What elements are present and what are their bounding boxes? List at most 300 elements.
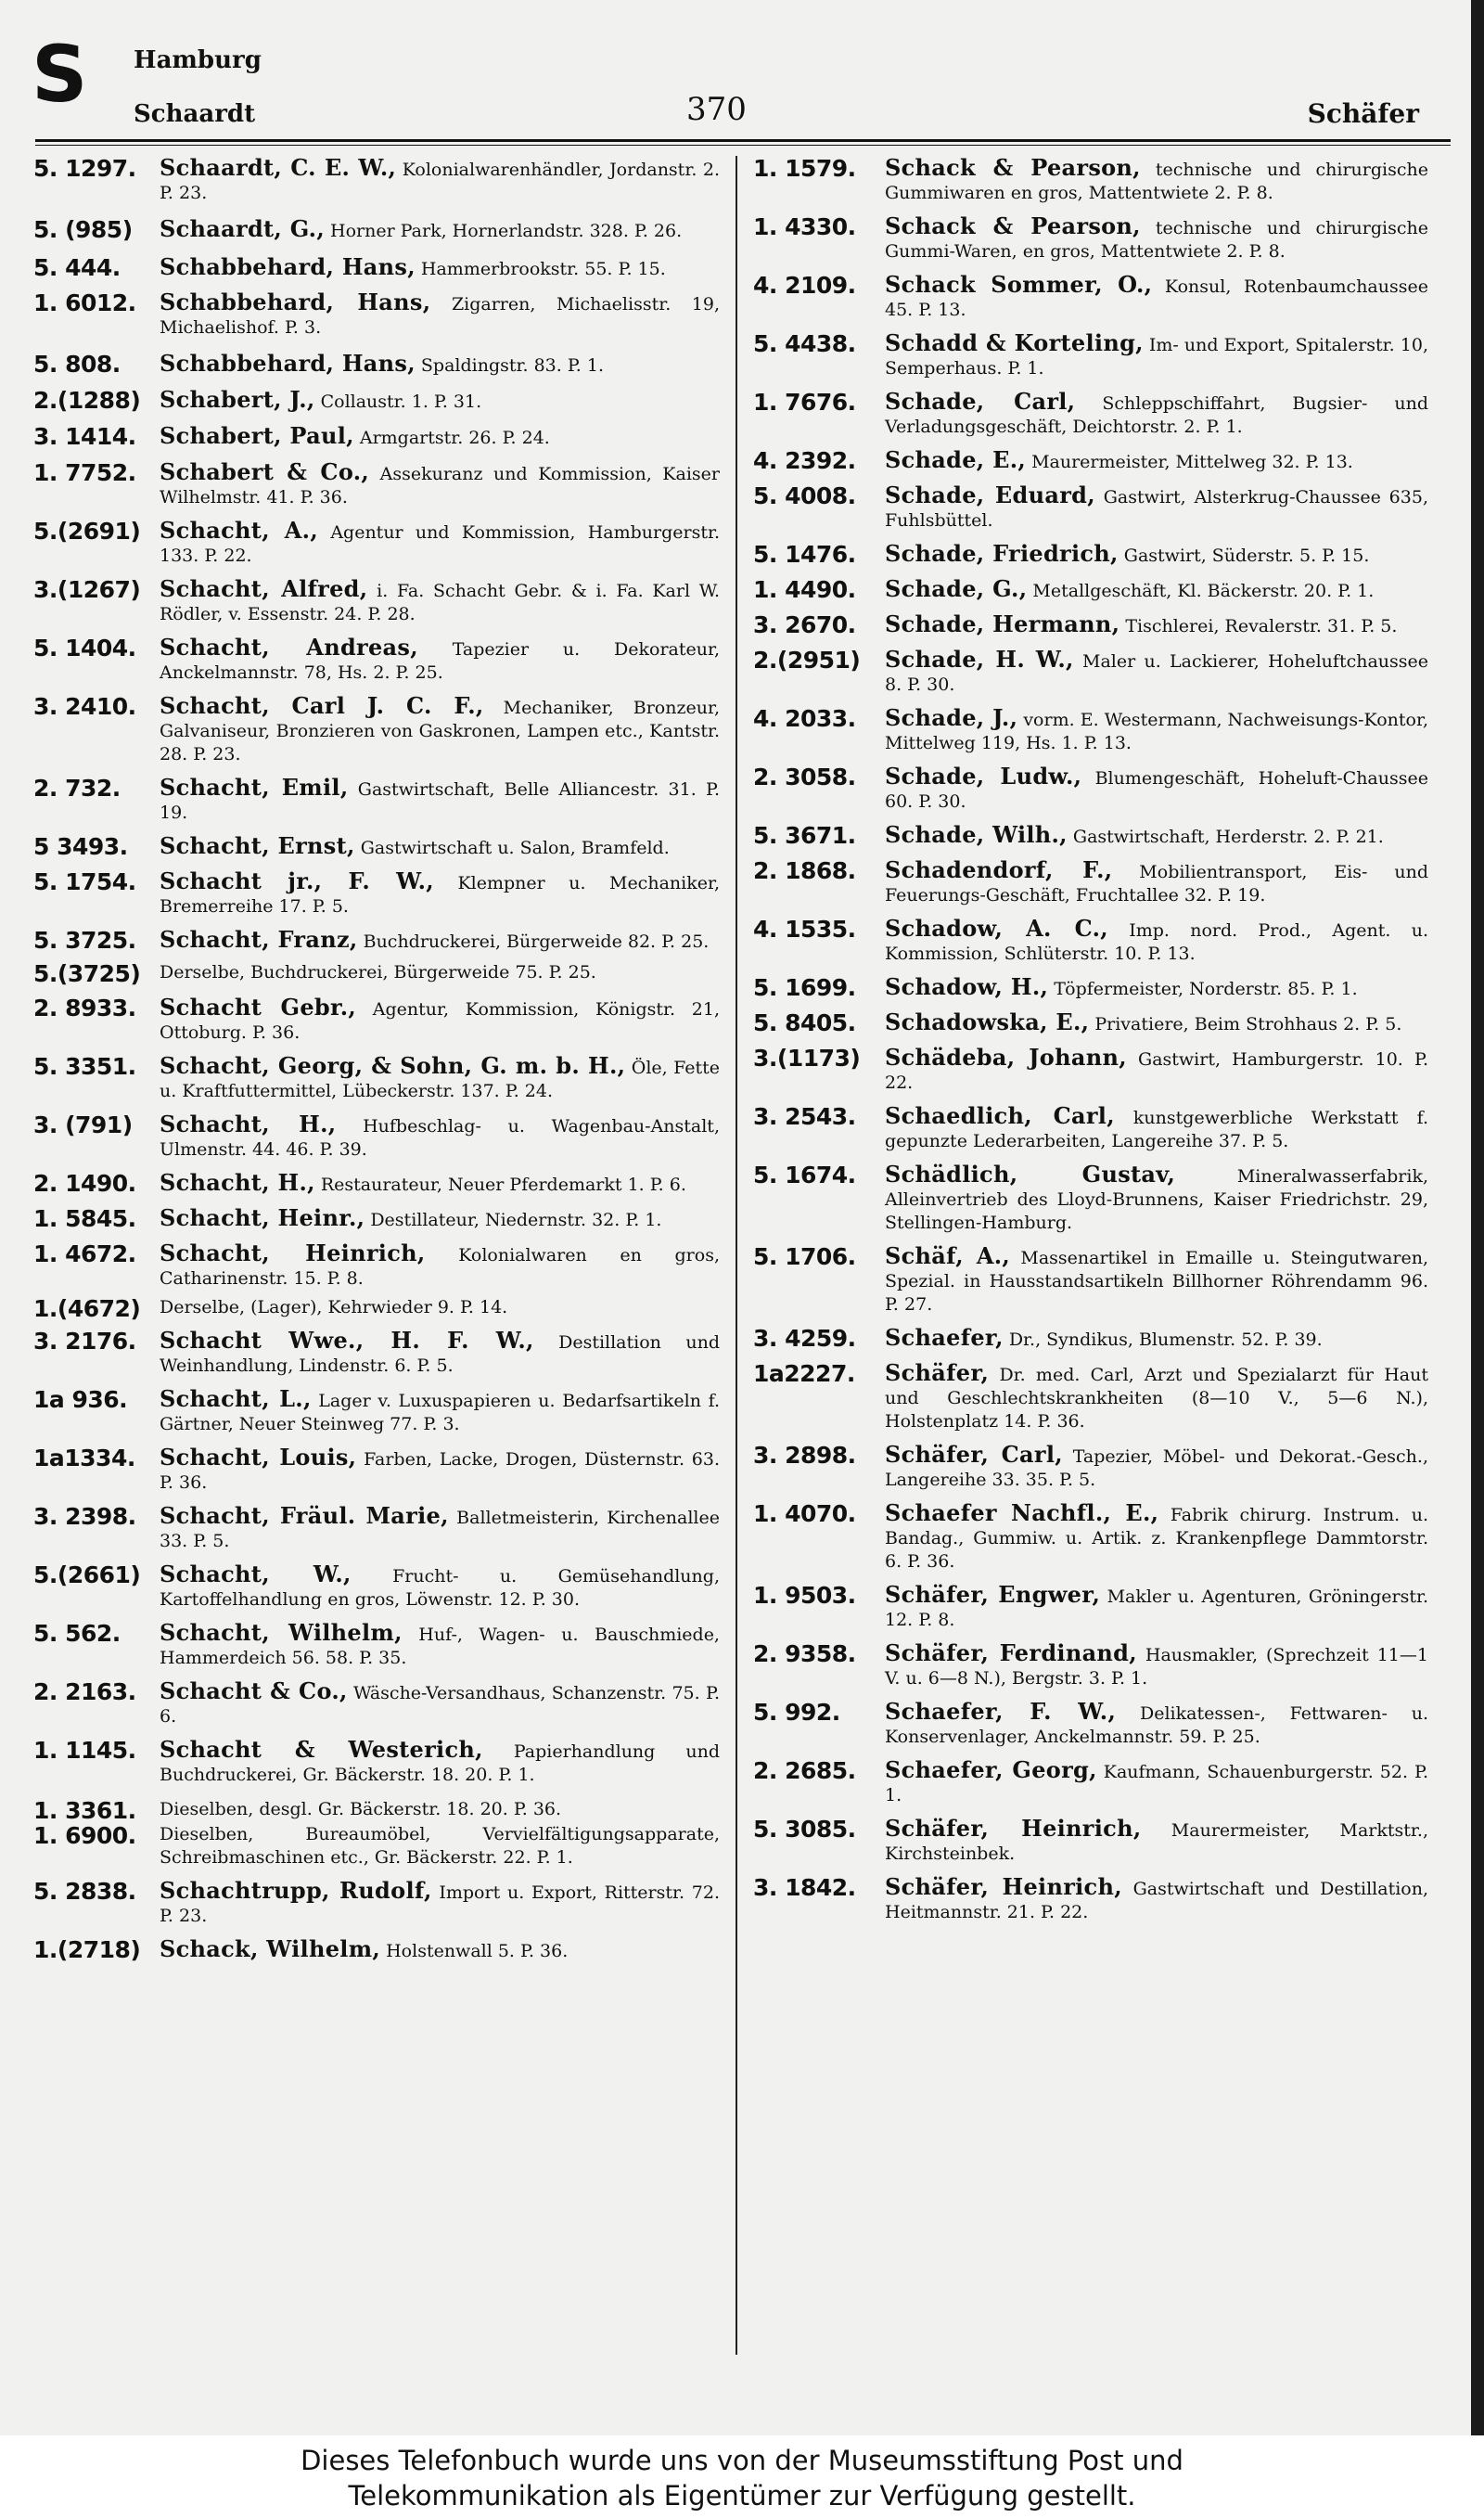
entry-body: [160, 869, 720, 919]
subscriber-name: Schade, G.,: [885, 575, 1028, 602]
directory-entry: [753, 764, 1428, 814]
directory-entry: [33, 577, 720, 626]
subscriber-name: Schack & Pearson,: [885, 154, 1141, 181]
phone-number: 1. 5845.: [33, 1205, 136, 1232]
entry-details: Assekuranz und Kommission, Kaiser Wilhelmstr. 41. P. 36.: [160, 464, 720, 507]
phone-number: 1. 7752.: [33, 459, 136, 486]
entry-body: [160, 1329, 720, 1378]
footer-notice: [0, 2435, 1484, 2518]
entry-body: [885, 1326, 1428, 1352]
entry-details: vorm. E. Westermann, Nachweisungs-Kontor, Mittelweg 119, Hs. 1. P. 13.: [885, 710, 1428, 753]
entry-body: [885, 156, 1428, 205]
phone-number: 3. 4259.: [753, 1325, 856, 1352]
entry-body: [885, 483, 1428, 533]
entry-details: Wäsche-Versandhaus, Schanzenstr. 75. P. 6.: [160, 1683, 720, 1727]
entry-body: [885, 1046, 1428, 1095]
entry-details: Horner Park, Hornerlandstr. 328. P. 26.: [330, 221, 683, 241]
phone-number: 2. 8933.: [33, 995, 136, 1021]
subscriber-name: Schack, Wilhelm,: [160, 1935, 381, 1962]
subscriber-name: Schade, Hermann,: [885, 610, 1120, 637]
directory-entry: [753, 1163, 1428, 1235]
phone-number: 2.(1288): [33, 387, 141, 414]
directory-entry: [33, 1504, 720, 1553]
phone-number: 5. 1674.: [753, 1162, 856, 1188]
subscriber-name: Schacht jr., F. W.,: [160, 867, 434, 894]
phone-number: 1. 1145.: [33, 1737, 136, 1764]
subscriber-name: Schaefer Nachfl., E.,: [885, 1499, 1159, 1526]
phone-number: 5. 8405.: [753, 1009, 856, 1036]
entry-details: Tischlerei, Revalerstr. 31. P. 5.: [1125, 616, 1398, 636]
subscriber-name: Schacht, Carl J. C. F.,: [160, 692, 484, 719]
entry-details: Töpfermeister, Norderstr. 85. P. 1.: [1054, 979, 1358, 999]
page-number: 370: [686, 91, 747, 128]
entry-body: [885, 648, 1428, 697]
entry-details: Makler u. Agenturen, Gröningerstr. 12. P. 8.: [885, 1587, 1429, 1630]
directory-entry: [753, 1641, 1428, 1690]
phone-number: 1. 6900.: [33, 1822, 136, 1849]
entry-details: Agentur und Kommission, Hamburgerstr. 133. P. 22.: [160, 522, 720, 566]
phone-number: 5. (985): [33, 216, 133, 243]
header-rule: [35, 139, 1451, 142]
subscriber-name: Schacht Wwe., H. F. W.,: [160, 1327, 534, 1354]
entry-details: Dieselben, Bureaumöbel, Vervielfältigungsapparate, Schreibmaschinen etc., Gr. Bäckerstr. 22. P. 1.: [160, 1824, 720, 1868]
entry-details: Lager v. Luxuspapieren u. Bedarfsartikeln f. Gärtner, Neuer Steinweg 77. P. 3.: [160, 1391, 720, 1434]
directory-entry: [33, 290, 720, 340]
directory-entry: [33, 961, 720, 986]
subscriber-name: Schaefer, Georg,: [885, 1756, 1097, 1783]
phone-number: 1a 936.: [33, 1386, 128, 1413]
phone-number: 2. 2163.: [33, 1678, 136, 1705]
phone-number: 1. 3361.: [33, 1797, 136, 1824]
phone-number: 5. 992.: [753, 1699, 840, 1726]
phone-number: 1.(2718): [33, 1936, 141, 1963]
subscriber-name: Schäfer, Carl,: [885, 1441, 1063, 1468]
phone-number: 2. 732.: [33, 775, 121, 802]
entry-details: Metallgeschäft, Kl. Bäckerstr. 20. P. 1.: [1032, 581, 1375, 601]
subscriber-name: Schacht, Andreas,: [160, 634, 418, 661]
directory-entry: [33, 352, 720, 378]
entry-body: [160, 1171, 720, 1197]
directory-entry: [33, 217, 720, 243]
subscriber-name: Schaardt, G.,: [160, 215, 325, 242]
phone-number: 5. 1706.: [753, 1243, 856, 1270]
subscriber-name: Schachtrupp, Rudolf,: [160, 1877, 432, 1904]
entry-details: Zigarren, Michaelisstr. 19, Michaelishof. P. 3.: [160, 294, 721, 338]
directory-entry: [753, 1443, 1428, 1492]
subscriber-name: Schädeba, Johann,: [885, 1044, 1127, 1071]
entry-body: [160, 352, 720, 378]
entry-details: i. Fa. Schacht Gebr. & i. Fa. Karl W. Rödler, v. Essenstr. 24. P. 28.: [160, 581, 721, 624]
phone-number: 5. 1699.: [753, 974, 856, 1001]
entry-details: Hammerbrookstr. 55. P. 15.: [420, 259, 666, 279]
entry-body: [160, 217, 720, 243]
entry-body: [160, 1562, 720, 1612]
entry-body: [160, 1879, 720, 1928]
phone-number: 1. 9503.: [753, 1582, 856, 1609]
entry-details: Derselbe, (Lager), Kehrwieder 9. P. 14.: [160, 1297, 508, 1317]
entry-details: Kolonialwaren en gros, Catharinenstr. 15. P. 8.: [160, 1245, 720, 1289]
directory-entry: [753, 1326, 1428, 1352]
entry-body: [885, 1583, 1428, 1632]
phone-number: 1. 4490.: [753, 576, 856, 603]
entry-body: [885, 1244, 1428, 1317]
entry-details: Delikatessen-, Fettwaren- u. Konservenlager, Anckelmannstr. 59. P. 25.: [885, 1703, 1428, 1747]
directory-entry: [753, 390, 1428, 439]
directory-entry: [753, 542, 1428, 568]
entry-details: Frucht- u. Gemüsehandlung, Kartoffelhandlung en gros, Löwenstr. 12. P. 30.: [160, 1566, 720, 1610]
entry-body: [160, 1823, 720, 1869]
entry-details: Agentur, Kommission, Königstr. 21, Ottoburg. P. 36.: [160, 999, 720, 1043]
directory-entry: [753, 273, 1428, 322]
entry-details: Gastwirtschaft u. Salon, Bramfeld.: [360, 838, 670, 858]
entry-details: Mineralwasserfabrik, Alleinvertrieb des Lloyd-Brunnens, Kaiser Friedrichstr. 29, Stellingen-Hamburg.: [885, 1166, 1428, 1233]
entry-body: [885, 1641, 1428, 1690]
phone-number: 1. 4330.: [753, 213, 856, 240]
directory-entry: [753, 975, 1428, 1001]
phone-number: 1a2227.: [753, 1360, 855, 1387]
entry-details: Maurermeister, Mittelweg 32. P. 13.: [1031, 452, 1353, 472]
directory-entry: [33, 255, 720, 281]
subscriber-name: Schacht, Emil,: [160, 774, 349, 801]
phone-number: 3. 2176.: [33, 1328, 136, 1355]
entry-details: Blumengeschäft, Hoheluft-Chaussee 60. P. 30.: [885, 768, 1428, 812]
directory-entry: [33, 776, 720, 825]
subscriber-name: Schäfer, Ferdinand,: [885, 1639, 1137, 1666]
directory-entry: [753, 577, 1428, 603]
entry-body: [885, 1163, 1428, 1235]
subscriber-name: Schack Sommer, O.,: [885, 271, 1153, 298]
entry-body: [885, 823, 1428, 849]
directory-entry: [753, 156, 1428, 205]
phone-number: 5. 562.: [33, 1620, 121, 1647]
directory-entry: [33, 1296, 720, 1321]
entry-body: [885, 612, 1428, 638]
directory-entry: [33, 1054, 720, 1103]
entry-details: Gastwirt, Hamburgerstr. 10. P. 22.: [885, 1049, 1428, 1093]
entry-body: [885, 706, 1428, 755]
phone-number: 3. 2543.: [753, 1103, 856, 1130]
entry-body: [160, 1621, 720, 1670]
left-column: [33, 156, 720, 1963]
subscriber-name: Schade, Friedrich,: [885, 540, 1119, 567]
entry-body: [885, 1104, 1428, 1153]
phone-number: 5 3493.: [33, 833, 128, 860]
directory-entry: [753, 1104, 1428, 1153]
phone-number: 1. 4672.: [33, 1240, 136, 1267]
directory-entry: [33, 1329, 720, 1378]
entry-details: Tapezier, Möbel- und Dekorat.-Gesch., Langereihe 33. 35. P. 5.: [885, 1446, 1428, 1490]
entry-body: [160, 961, 720, 984]
section-letter: S: [32, 29, 88, 120]
phone-number: 5. 3085.: [753, 1816, 856, 1843]
phone-number: 2. 9358.: [753, 1640, 856, 1667]
directory-entry: [33, 1445, 720, 1495]
entry-body: [160, 1387, 720, 1436]
directory-entry: [33, 424, 720, 450]
subscriber-name: Schacht, W.,: [160, 1561, 352, 1587]
entry-body: [160, 636, 720, 685]
subscriber-name: Schacht, Georg, & Sohn, G. m. b. H.,: [160, 1052, 626, 1079]
subscriber-name: Schabert, J.,: [160, 386, 315, 413]
entry-details: Kolonialwarenhändler, Jordanstr. 2. P. 23.: [160, 160, 720, 203]
first-entry-name: Schaardt: [134, 100, 256, 128]
phone-number: 5. 2838.: [33, 1878, 136, 1905]
subscriber-name: Schadd & Korteling,: [885, 329, 1144, 356]
entry-details: Collaustr. 1. P. 31.: [320, 392, 482, 412]
directory-entry: [33, 1679, 720, 1728]
entry-body: [885, 1501, 1428, 1574]
page-header: [0, 0, 1471, 148]
directory-entry: [753, 1244, 1428, 1317]
directory-entry: [33, 1823, 720, 1869]
entry-body: [885, 273, 1428, 322]
entry-body: [160, 1679, 720, 1728]
subscriber-name: Schacht, Alfred,: [160, 575, 368, 602]
subscriber-name: Schaefer,: [885, 1324, 1004, 1351]
phone-number: 3. 2898.: [753, 1442, 856, 1469]
entry-body: [885, 577, 1428, 603]
entry-details: Maurermeister, Marktstr., Kirchsteinbek.: [885, 1820, 1428, 1864]
phone-number: 2. 1868.: [753, 857, 856, 884]
directory-entry: [33, 996, 720, 1045]
subscriber-name: Schacht, Louis,: [160, 1444, 357, 1471]
phone-number: 3. 1842.: [753, 1874, 856, 1901]
entry-body: [885, 764, 1428, 814]
entry-details: Fabrik chirurg. Instrum. u. Bandag., Gummiw. u. Artik. z. Krankenpflege Dammtorstr. 6. P. 36.: [885, 1505, 1429, 1572]
directory-entry: [33, 1937, 720, 1963]
phone-number: 4. 2392.: [753, 447, 856, 474]
entry-details: Gastwirtschaft, Belle Alliancestr. 31. P. 19.: [160, 779, 720, 823]
phone-number: 5. 3671.: [753, 822, 856, 849]
directory-entry: [33, 1112, 720, 1162]
header-rule-thin: [35, 145, 1451, 146]
entry-body: [885, 1875, 1428, 1924]
entry-details: Armgartstr. 26. P. 24.: [359, 428, 550, 448]
directory-entry: [753, 483, 1428, 533]
directory-entry: [33, 1171, 720, 1197]
directory-entry: [33, 636, 720, 685]
directory-entry: [753, 917, 1428, 966]
phone-number: 3.(1267): [33, 576, 141, 603]
directory-entry: [753, 331, 1428, 380]
phone-number: 1. 6012.: [33, 289, 136, 316]
subscriber-name: Schade, H. W.,: [885, 646, 1074, 673]
phone-number: 5. 4438.: [753, 330, 856, 357]
entry-body: [885, 917, 1428, 966]
entry-body: [885, 214, 1428, 263]
entry-details: Balletmeisterin, Kirchenallee 33. P. 5.: [160, 1508, 720, 1551]
entry-details: Derselbe, Buchdruckerei, Bürgerweide 75. P. 25.: [160, 962, 596, 983]
entry-body: [160, 1937, 720, 1963]
entry-details: Mobilientransport, Eis- und Feuerungs-Geschäft, Fruchtallee 32. P. 19.: [885, 862, 1428, 906]
phone-number: 5. 1754.: [33, 868, 136, 895]
entry-body: [885, 390, 1428, 439]
phone-number: 3. 2410.: [33, 693, 136, 720]
phone-number: 3. (791): [33, 1111, 133, 1138]
subscriber-name: Schabert & Co.,: [160, 458, 370, 485]
entry-details: kunstgewerbliche Werkstatt f. gepunzte Lederarbeiten, Langereihe 37. P. 5.: [885, 1108, 1428, 1151]
directory-entry: [753, 1758, 1428, 1807]
entry-body: [160, 1241, 720, 1291]
entry-details: Huf-, Wagen- u. Bauschmiede, Hammerdeich 56. 58. P. 35.: [160, 1625, 720, 1668]
entry-body: [160, 460, 720, 509]
phone-number: 5. 1297.: [33, 155, 136, 182]
phone-number: 2. 2685.: [753, 1757, 856, 1784]
directory-entry: [33, 694, 720, 766]
directory-entry: [753, 1583, 1428, 1632]
entry-body: [160, 1296, 720, 1319]
entry-body: [160, 834, 720, 860]
entry-body: [885, 448, 1428, 474]
entry-details: Konsul, Rotenbaumchaussee 45. P. 13.: [885, 276, 1428, 320]
phone-number: 3. 1414.: [33, 423, 136, 450]
phone-number: 5. 3725.: [33, 927, 136, 954]
last-entry-name: Schäfer: [1307, 98, 1419, 129]
entry-details: Destillateur, Niedernstr. 32. P. 1.: [370, 1210, 662, 1230]
subscriber-name: Schacht, Ernst,: [160, 832, 355, 859]
entry-body: [160, 519, 720, 568]
subscriber-name: Schacht, Wilhelm,: [160, 1619, 403, 1646]
entry-body: [160, 694, 720, 766]
subscriber-name: Schadowska, E.,: [885, 1008, 1090, 1035]
subscriber-name: Schacht Gebr.,: [160, 994, 357, 1021]
entry-body: [885, 542, 1428, 568]
directory-entry: [753, 1817, 1428, 1866]
phone-number: 5. 808.: [33, 351, 121, 378]
subscriber-name: Schacht, Heinrich,: [160, 1240, 426, 1266]
phone-number: 5. 4008.: [753, 482, 856, 509]
directory-entry: [33, 460, 720, 509]
entry-details: Im- und Export, Spitalerstr. 10, Semperhaus. P. 1.: [885, 335, 1428, 379]
entry-body: [160, 1798, 720, 1821]
entry-details: Holstenwall 5. P. 36.: [386, 1941, 569, 1961]
subscriber-name: Schaedlich, Carl,: [885, 1102, 1115, 1129]
directory-entry: [33, 834, 720, 860]
directory-entry: [753, 214, 1428, 263]
entry-body: [885, 1361, 1428, 1433]
footer-line-2: Telekommunikation als Eigentümer zur Verfügung gestellt.: [348, 2480, 1136, 2512]
subscriber-name: Schack & Pearson,: [885, 212, 1141, 239]
subscriber-name: Schaefer, F. W.,: [885, 1698, 1117, 1725]
entry-details: Gastwirt, Alsterkrug-Chaussee 635, Fuhlsbüttel.: [885, 487, 1428, 531]
subscriber-name: Schacht, Fräul. Marie,: [160, 1502, 449, 1529]
directory-entry: [753, 1700, 1428, 1749]
subscriber-name: Schade, E.,: [885, 446, 1027, 473]
directory-entry: [753, 858, 1428, 907]
column-divider: [736, 156, 737, 2355]
subscriber-name: Schabbehard, Hans,: [160, 350, 416, 377]
phone-number: 5. 1476.: [753, 541, 856, 568]
entry-body: [160, 290, 720, 340]
entry-details: Destillation und Weinhandlung, Lindenstr. 6. P. 5.: [160, 1332, 720, 1376]
entry-body: [885, 331, 1428, 380]
phone-number: 2.(2951): [753, 647, 861, 674]
subscriber-name: Schadendorf, F.,: [885, 856, 1113, 883]
entry-body: [160, 928, 720, 954]
entry-details: technische und chirurgische Gummiwaren en gros, Mattentwiete 2. P. 8.: [885, 160, 1428, 203]
subscriber-name: Schade, Ludw.,: [885, 763, 1082, 790]
entry-details: Öle, Fette u. Kraftfuttermittel, Lübeckerstr. 137. P. 24.: [160, 1058, 720, 1101]
phone-number: 1.(4672): [33, 1295, 141, 1322]
directory-entry: [753, 612, 1428, 638]
entry-body: [885, 1758, 1428, 1807]
subscriber-name: Schäf, A.,: [885, 1242, 1011, 1269]
subscriber-name: Schade, Eduard,: [885, 482, 1095, 508]
entry-body: [885, 1817, 1428, 1866]
subscriber-name: Schabbehard, Hans,: [160, 253, 416, 280]
phone-number: 3. 2670.: [753, 611, 856, 638]
subscriber-name: Schacht & Co.,: [160, 1677, 348, 1704]
phone-number: 5.(2691): [33, 518, 141, 545]
entry-details: Kaufmann, Schauenburgerstr. 52. P. 1.: [885, 1762, 1428, 1805]
phone-number: 5. 1404.: [33, 635, 136, 662]
footer-line-1: Dieses Telefonbuch wurde uns von der Museumsstiftung Post und: [301, 2445, 1183, 2476]
entry-details: Dr., Syndikus, Blumenstr. 52. P. 39.: [1008, 1330, 1323, 1350]
entry-body: [885, 1700, 1428, 1749]
subscriber-name: Schädlich, Gustav,: [885, 1161, 1176, 1188]
entry-body: [160, 1504, 720, 1553]
directory-entry: [753, 823, 1428, 849]
subscriber-name: Schadow, A. C.,: [885, 915, 1108, 942]
entry-body: [160, 255, 720, 281]
right-column: [753, 156, 1428, 1924]
subscriber-name: Schacht, H.,: [160, 1169, 315, 1196]
entry-body: [160, 156, 720, 205]
entry-body: [160, 424, 720, 450]
subscriber-name: Schaardt, C. E. W.,: [160, 154, 397, 181]
entry-details: Schleppschiffahrt, Bugsier- und Verladungsgeschäft, Deichtorstr. 2. P. 1.: [885, 393, 1428, 437]
directory-entry: [753, 1010, 1428, 1036]
entry-details: Dieselben, desgl. Gr. Bäckerstr. 18. 20. P. 36.: [160, 1799, 562, 1819]
entry-details: Massenartikel in Emaille u. Steingutwaren, Spezial. in Hausstandsartikeln Billhorner Röhrendamm 96. P. 27.: [885, 1248, 1428, 1315]
entry-details: Farben, Lacke, Drogen, Düsternstr. 63. P. 36.: [160, 1449, 720, 1493]
phone-number: 4. 1535.: [753, 916, 856, 943]
directory-entry: [33, 1387, 720, 1436]
directory-entry: [33, 388, 720, 414]
subscriber-name: Schade, Carl,: [885, 388, 1076, 415]
entry-details: Maler u. Lackierer, Hoheluftchaussee 8. P. 30.: [885, 651, 1429, 695]
entry-details: Klempner u. Mechaniker, Bremerreihe 17. P. 5.: [160, 873, 720, 917]
directory-entry: [33, 1241, 720, 1291]
entry-body: [160, 1445, 720, 1495]
entry-details: Import u. Export, Ritterstr. 72. P. 23.: [160, 1882, 721, 1926]
directory-entry: [33, 1879, 720, 1928]
phone-number: 4. 2109.: [753, 272, 856, 299]
directory-entry: [33, 1798, 720, 1823]
phone-number: 2. 3058.: [753, 764, 856, 790]
subscriber-name: Schäfer, Heinrich,: [885, 1815, 1142, 1842]
entry-details: Papierhandlung und Buchdruckerei, Gr. Bäckerstr. 18. 20. P. 1.: [160, 1741, 720, 1785]
entry-body: [160, 776, 720, 825]
subscriber-name: Schabbehard, Hans,: [160, 289, 431, 315]
entry-body: [160, 1112, 720, 1162]
entry-details: Imp. nord. Prod., Agent. u. Kommission, Schlüterstr. 10. P. 13.: [885, 920, 1428, 964]
directory-entry: [33, 869, 720, 919]
phone-number: 1. 7676.: [753, 389, 856, 416]
directory-entry: [753, 1875, 1428, 1924]
entry-body: [160, 996, 720, 1045]
subscriber-name: Schäfer, Heinrich,: [885, 1873, 1122, 1900]
directory-entry: [33, 156, 720, 205]
entry-details: Gastwirtschaft, Herderstr. 2. P. 21.: [1072, 827, 1384, 847]
subscriber-name: Schäfer, Engwer,: [885, 1581, 1101, 1608]
directory-entry: [33, 519, 720, 568]
phone-number: 5.(2661): [33, 1561, 141, 1588]
entry-body: [885, 975, 1428, 1001]
subscriber-name: Schade, J.,: [885, 704, 1018, 731]
city-name: Hamburg: [134, 46, 262, 74]
subscriber-name: Schacht, H.,: [160, 1111, 337, 1137]
